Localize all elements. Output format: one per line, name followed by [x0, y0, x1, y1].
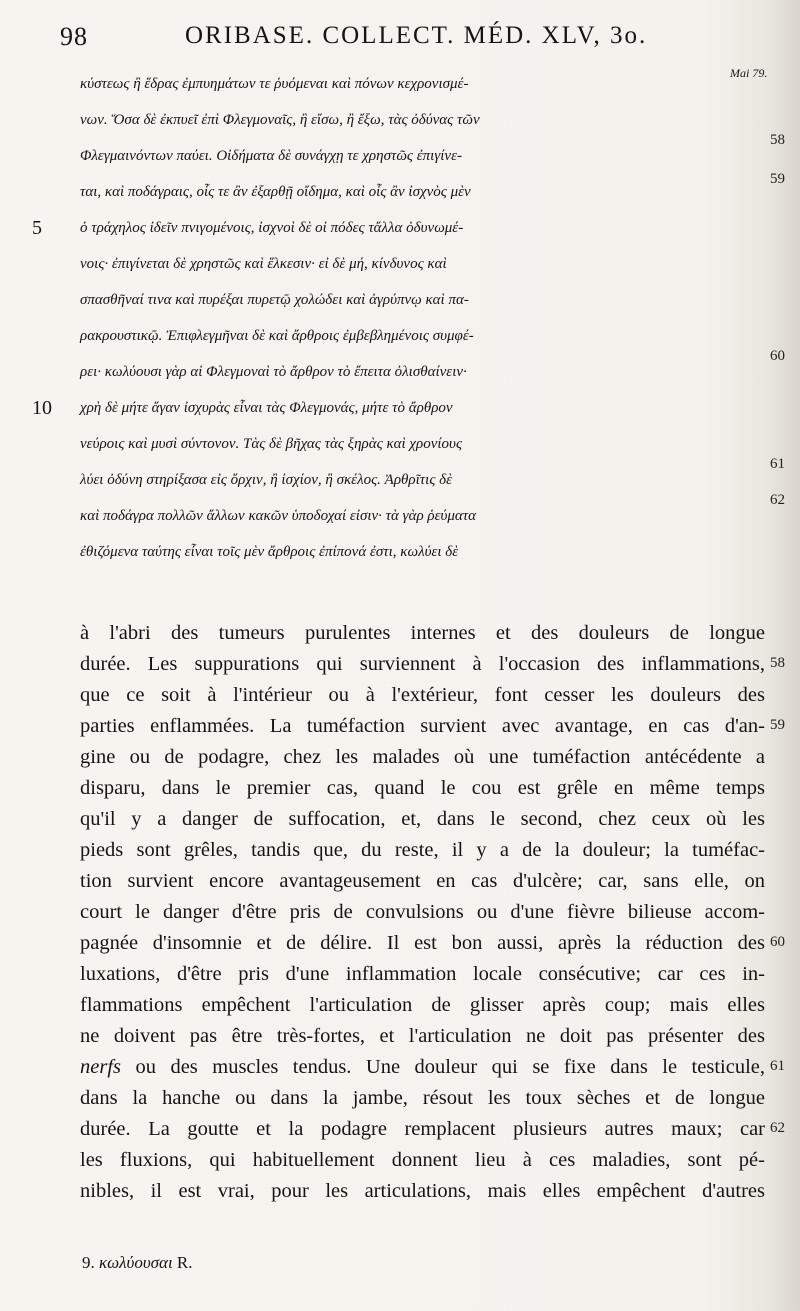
- french-translation-block: [80, 618, 765, 1207]
- french-line: parties enflammées. La tuméfaction survient avec avantage, en cas d'an-: [80, 715, 765, 737]
- margin-section-number: 58: [770, 655, 785, 671]
- margin-section-number: 62: [770, 491, 785, 508]
- greek-line-text: καὶ ποδάγρα πολλῶν ἄλλων κακῶν ὑποδοχαί εἰσιν· τὰ γὰρ ῥεύματα: [80, 508, 477, 524]
- greek-line: [32, 390, 770, 426]
- greek-line-text: ἐθιζόμενα ταύτης εἶναι τοῖς μὲν ἄρθροις ἐπίπονά ἐστι, κωλύει δὲ: [80, 544, 459, 560]
- french-line: que ce soit à l'intérieur ou à l'extérieur, font cesser les douleurs des: [80, 684, 765, 706]
- french-line: pieds sont grêles, tandis que, du reste, il y a de la douleur; la tuméfac-: [80, 839, 765, 861]
- source-reference: Mai 79.: [730, 66, 768, 80]
- greek-line: [80, 66, 770, 102]
- french-line: durée. Les suppurations qui surviennent à l'occasion des inflammations,: [80, 653, 765, 675]
- greek-line-text: ὁ τράχηλος ἰδεῖν πνιγομένοις, ἰσχνοὶ δὲ οἱ πόδες τἄλλα ὀδυνωμέ-: [80, 220, 464, 236]
- french-line: à l'abri des tumeurs purulentes internes et des douleurs de longue: [80, 622, 765, 644]
- margin-section-number: 59: [770, 171, 785, 188]
- greek-line: [80, 498, 770, 534]
- greek-line-text: νεύροις καὶ μυσὶ σύντονον. Τὰς δὲ βῆχας τὰς ξηρὰς καὶ χρονίους: [80, 436, 463, 452]
- margin-section-number: 59: [770, 717, 785, 733]
- footnote-greek-variant: κωλύουσαι: [99, 1253, 173, 1272]
- greek-line-text: Φλεγμαινόντων παύει. Οἰδήματα δὲ συνάγχῃ τε χρηστῶς ἐπιγίνε-: [80, 148, 462, 164]
- greek-line: [80, 534, 770, 570]
- footnote: [82, 1253, 193, 1273]
- greek-line-text: ρακρουστικῷ. Ἐπιφλεγμῆναι δὲ καὶ ἄρθροις ἐμβεβλημένοις συμφέ-: [80, 328, 474, 344]
- line-number: 5: [32, 217, 42, 239]
- greek-line-text: σπασθῆναί τινα καὶ πυρέξαι πυρετῷ χολώδει καὶ ἀγρύπνῳ καὶ πα-: [80, 292, 469, 308]
- page-number: 98: [60, 22, 88, 51]
- french-line: qu'il y a danger de suffocation, et, dans le second, chez ceux où les: [80, 808, 765, 830]
- french-line: nerfs ou des muscles tendus. Une douleur qui se fixe dans le testicule,: [80, 1056, 765, 1078]
- greek-line: [32, 210, 770, 246]
- french-line: ne doivent pas être très-fortes, et l'articulation ne doit pas présenter des: [80, 1025, 765, 1047]
- greek-line: [80, 462, 770, 498]
- french-line: les fluxions, qui habituellement donnent lieu à ces maladies, sont pé-: [80, 1149, 765, 1171]
- margin-section-number: 62: [770, 1120, 785, 1136]
- french-line: disparu, dans le premier cas, quand le cou est grêle en même temps: [80, 777, 765, 799]
- greek-line: [80, 318, 770, 354]
- french-line: gine ou de podagre, chez les malades où une tuméfaction antécédente a: [80, 746, 765, 768]
- page-header: [60, 22, 760, 58]
- greek-line-text: χρὴ δὲ μήτε ἄγαν ἰσχυρὰς εἶναι τὰς Φλεγμονάς, μήτε τὸ ἄρθρον: [80, 400, 453, 416]
- greek-line-text: ρει· κωλύουσι γὰρ αἱ Φλεγμοναὶ τὸ ἄρθρον τὸ ἔπειτα ὀλισθαίνειν·: [80, 364, 467, 380]
- greek-line: [80, 354, 770, 390]
- footnote-number: 9.: [82, 1253, 95, 1272]
- greek-line-text: κύστεως ἢ ἕδρας ἐμπυημάτων τε ῥυόμεναι καὶ πόνων κεχρονισμέ-: [80, 76, 469, 92]
- line-number: 10: [32, 397, 52, 419]
- french-line: luxations, d'être pris d'une inflammation locale consécutive; car ces in-: [80, 963, 765, 985]
- greek-line-text: λύει ὀδύνη στηρίξασα εἰς ὄρχιν, ἢ ἰσχίον, ἢ σκέλος. Ἀρθρῖτις δὲ: [80, 472, 453, 488]
- margin-section-number: 60: [770, 347, 785, 364]
- margin-section-number: 58: [770, 131, 785, 148]
- greek-line: [80, 426, 770, 462]
- french-line: dans la hanche ou dans la jambe, résout les toux sèches et de longue: [80, 1087, 765, 1109]
- french-line: flammations empêchent l'articulation de glisser après coup; mais elles: [80, 994, 765, 1016]
- italic-word: nerfs: [80, 1056, 121, 1078]
- greek-line-text: νων. Ὅσα δὲ ἐκπυεῖ ἐπὶ Φλεγμοναῖς, ἢ εἴσω, ἢ ἔξω, τὰς ὀδύνας τῶν: [80, 112, 480, 128]
- margin-section-number: 60: [770, 934, 785, 950]
- greek-line-text: ται, καὶ ποδάγραις, οἷς τε ἂν ἐξαρθῇ οἴδημα, καὶ οἷς ἂν ἰσχνὸς μὲν: [80, 184, 471, 200]
- french-line: nibles, il est vrai, pour les articulations, mais elles empêchent d'autres: [80, 1180, 765, 1202]
- greek-line-text: νοις· ἐπιγίνεται δὲ χρηστῶς καὶ ἕλκεσιν· εἰ δὲ μή, κίνδυνος καὶ: [80, 256, 447, 272]
- french-line: pagnée d'insomnie et de délire. Il est bon aussi, après la réduction des: [80, 932, 765, 954]
- margin-section-number: 61: [770, 455, 785, 472]
- greek-text-block: [32, 66, 770, 570]
- french-line: durée. La goutte et la podagre remplacent plusieurs autres maux; car: [80, 1118, 765, 1140]
- greek-line: [80, 246, 770, 282]
- margin-section-number: 61: [770, 1058, 785, 1074]
- french-line: tion survient encore avantageusement en cas d'ulcère; car, sans elle, on: [80, 870, 765, 892]
- greek-line: [80, 282, 770, 318]
- french-line: court le danger d'être pris de convulsions ou d'une fièvre bilieuse accom-: [80, 901, 765, 923]
- greek-line: [80, 102, 770, 138]
- greek-line: [80, 174, 770, 210]
- running-head: ORIBASE. COLLECT. MÉD. XLV, 3o.: [185, 22, 648, 49]
- footnote-siglum: R.: [176, 1253, 193, 1272]
- greek-line: [80, 138, 770, 174]
